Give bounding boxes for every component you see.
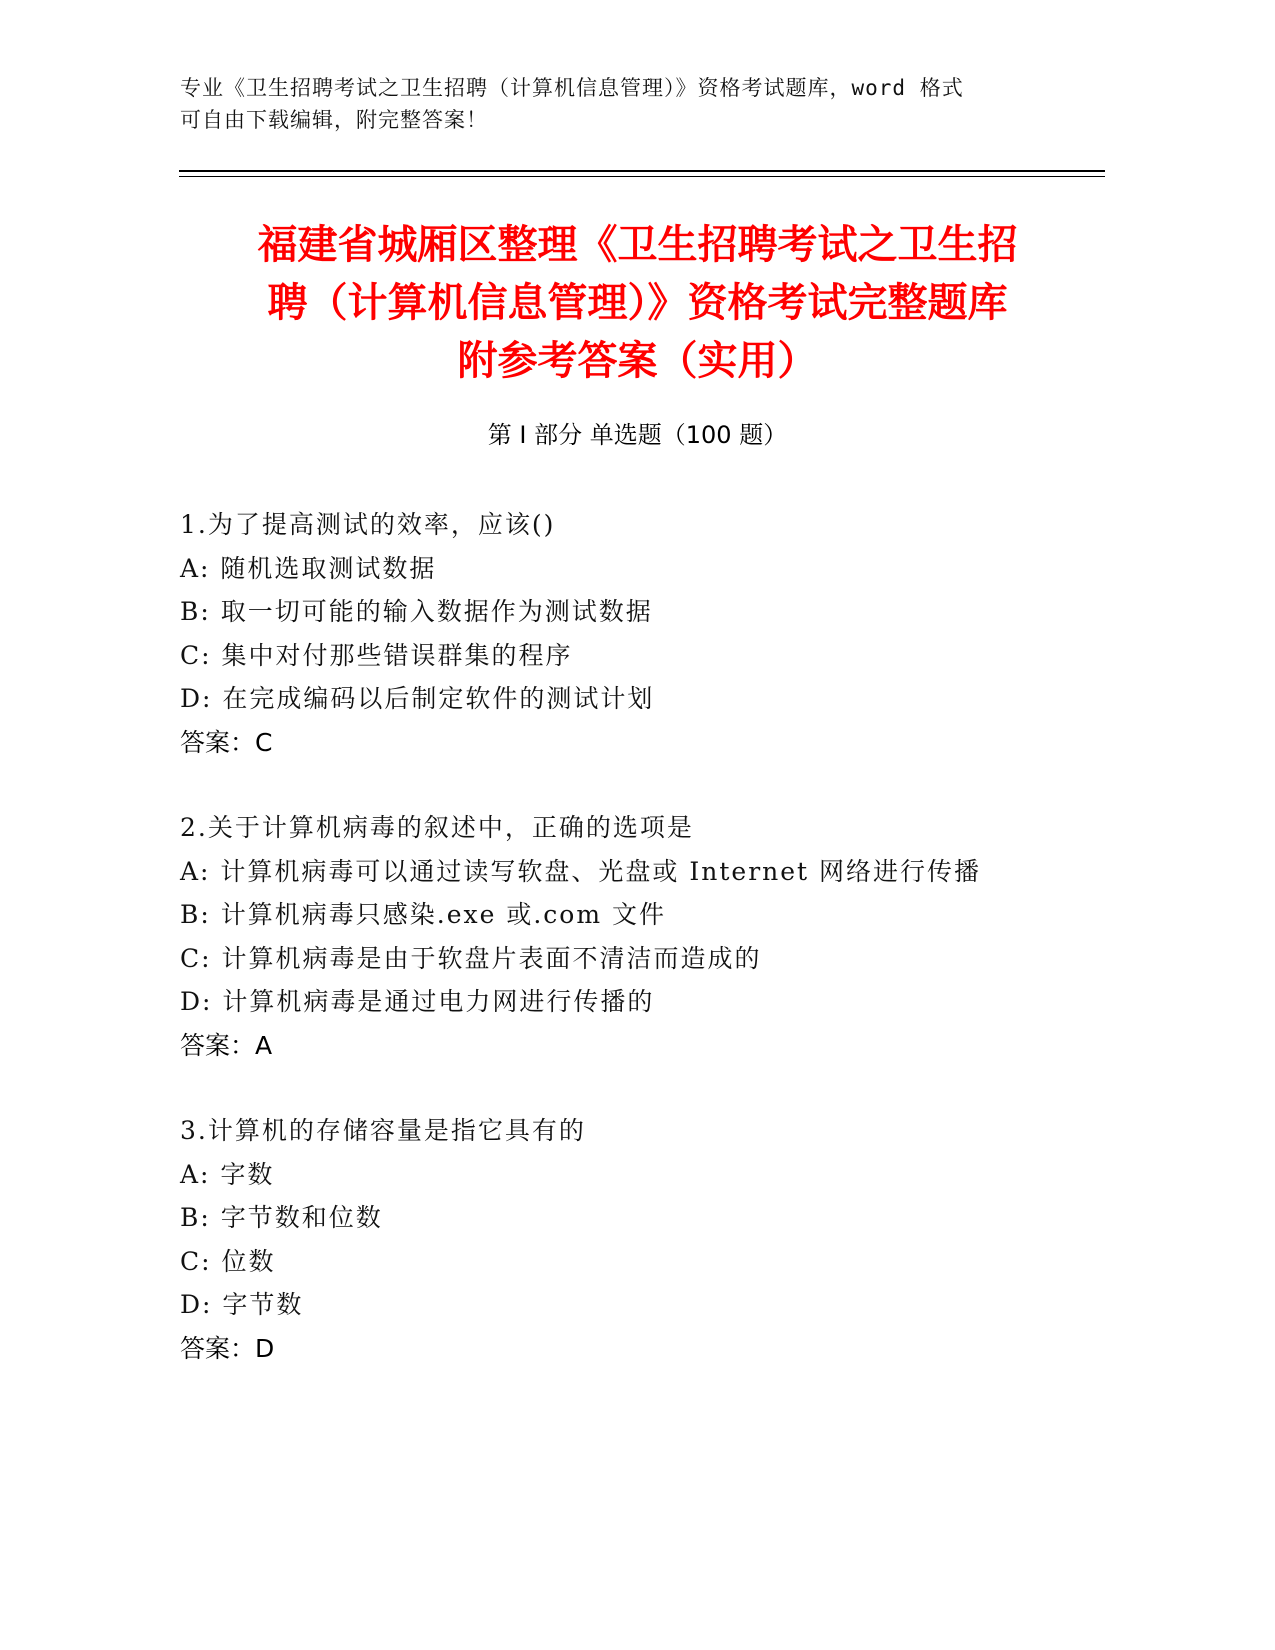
- document-title-line-1: 福建省城厢区整理《卫生招聘考试之卫生招: [257, 222, 1018, 268]
- option-b: B: 字节数和位数: [180, 1203, 383, 1232]
- question-stem: 3.计算机的存储容量是指它具有的: [180, 1116, 586, 1145]
- question-2: [180, 806, 1080, 1067]
- option-c: C: 位数: [180, 1246, 276, 1276]
- option-a: A: 字数: [180, 1159, 275, 1189]
- option-b: B: 计算机病毒只感染.exe 或.com 文件: [180, 900, 666, 929]
- option-b: B: 取一切可能的输入数据作为测试数据: [180, 597, 653, 626]
- question-stem: 2.关于计算机病毒的叙述中，正确的选项是: [180, 813, 694, 842]
- option-d: D: 计算机病毒是通过电力网进行传播的: [180, 987, 655, 1016]
- option-d: D: 字节数: [180, 1290, 304, 1319]
- option-d: D: 在完成编码以后制定软件的测试计划: [180, 684, 655, 713]
- question-stem: 1.为了提高测试的效率，应该(): [180, 510, 556, 539]
- option-c: C: 集中对付那些错误群集的程序: [180, 640, 573, 670]
- question-3: [180, 1109, 1080, 1370]
- question-list: [180, 503, 1080, 1412]
- option-a: A: 计算机病毒可以通过读写软盘、光盘或 Internet 网络进行传播: [180, 856, 982, 886]
- answer: 答案：A: [180, 1030, 273, 1060]
- section-title: 第 I 部分 单选题（100 题）: [487, 421, 788, 449]
- answer: 答案：D: [180, 1333, 275, 1363]
- answer: 答案：C: [180, 727, 273, 757]
- header-note-line-1: 专业《卫生招聘考试之卫生招聘（计算机信息管理）》资格考试题库，word 格式: [180, 76, 964, 100]
- option-c: C: 计算机病毒是由于软盘片表面不清洁而造成的: [180, 943, 762, 973]
- document-title-line-2: 聘（计算机信息管理）》资格考试完整题库: [267, 280, 1008, 326]
- header-note-line-2: 可自由下载编辑，附完整答案！: [180, 108, 488, 132]
- option-a: A: 随机选取测试数据: [180, 553, 437, 583]
- header-divider-thin: [179, 176, 1105, 177]
- document-title-line-3: 附参考答案（实用）: [457, 338, 818, 384]
- header-divider-thick: [179, 170, 1105, 172]
- question-1: [180, 503, 1080, 764]
- header-note: [180, 72, 1060, 136]
- document-title: [150, 216, 1125, 390]
